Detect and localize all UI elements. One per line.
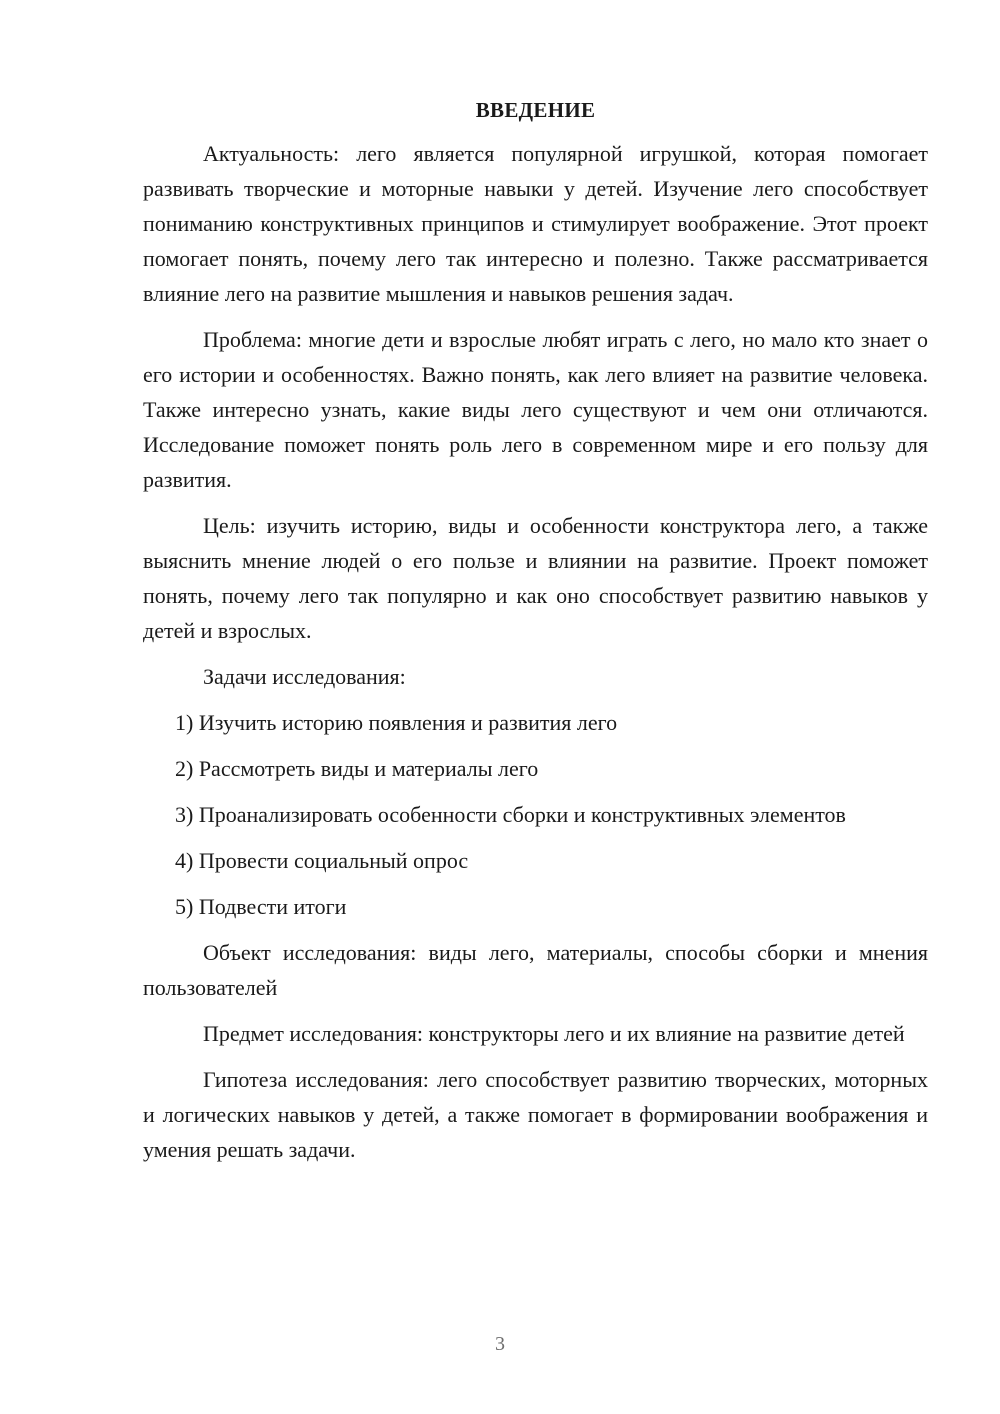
section-title: ВВЕДЕНИЕ xyxy=(475,98,596,122)
subject-paragraph: Предмет исследования: конструкторы лего и их влияние на развитие детей xyxy=(203,1021,905,1046)
problem-paragraph: Проблема: многие дети и взрослые любят играть с лего, но мало кто знает о его истории и особенностях. Важно понять, как лего влияет на развитие человека. Также интересно узнать, какие виды лего существуют и чем они отличаются. Исследование поможет понять роль лего в современном мире и его пользу для развития. xyxy=(143,327,928,492)
task-item-3: 3) Проанализировать особенности сборки и конструктивных элементов xyxy=(175,802,846,827)
document-page xyxy=(143,96,928,1178)
object-paragraph: Объект исследования: виды лего, материалы, способы сборки и мнения пользователей xyxy=(143,940,928,1000)
relevance-paragraph: Актуальность: лего является популярной игрушкой, которая помогает развивать творческие и моторные навыки у детей. Изучение лего способствует пониманию конструктивных принципов и стимулирует воображение. Этот проект помогает понять, почему лего так интересно и полезно. Также рассматривается влияние лего на развитие мышления и навыков решения задач. xyxy=(143,141,928,306)
task-item-2: 2) Рассмотреть виды и материалы лего xyxy=(175,756,539,781)
page-number: 3 xyxy=(495,1333,505,1355)
hypothesis-paragraph: Гипотеза исследования: лего способствует развитию творческих, моторных и логических навыков у детей, а также помогает в формировании воображения и умения решать задачи. xyxy=(143,1067,928,1162)
tasks-heading: Задачи исследования: xyxy=(203,664,406,689)
goal-paragraph: Цель: изучить историю, виды и особенности конструктора лего, а также выяснить мнение людей о его пользе и влиянии на развитие. Проект поможет понять, почему лего так популярно и как оно способствует развитию навыков у детей и взрослых. xyxy=(143,513,928,643)
task-item-1: 1) Изучить историю появления и развития лего xyxy=(175,710,618,735)
task-item-4: 4) Провести социальный опрос xyxy=(175,848,469,873)
task-item-5: 5) Подвести итоги xyxy=(175,894,347,919)
